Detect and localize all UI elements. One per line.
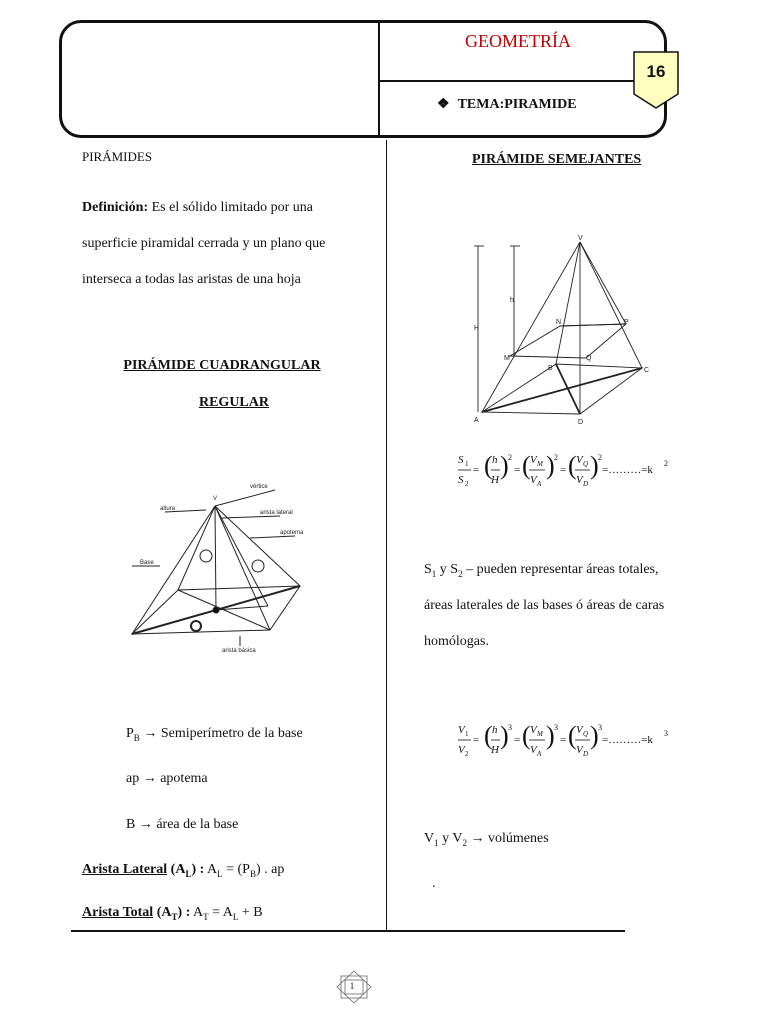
svg-text:): ) [590, 721, 599, 750]
diamond-bullet-icon: ❖ [437, 97, 450, 112]
figure-label: Q [586, 355, 592, 362]
similar-pyramids-figure [468, 232, 668, 428]
column-divider [386, 140, 387, 932]
bottom-rule [71, 930, 625, 932]
svg-text:M: M [537, 730, 543, 738]
figure-label: M [504, 355, 510, 362]
svg-text:V: V [530, 744, 537, 756]
svg-text:=………=k: =………=k [602, 734, 653, 746]
svg-text:D: D [583, 750, 589, 758]
svg-text:(: ( [522, 451, 531, 480]
figure-label: B [548, 365, 553, 372]
svg-text:(: ( [522, 721, 531, 750]
svg-text:(: ( [568, 451, 577, 480]
paragraph-line: $S_1$ y $S_2$ – pueden representar áreas totales, [424, 562, 659, 579]
svg-text:1: 1 [465, 460, 469, 468]
svg-text:V: V [576, 744, 583, 756]
svg-text:): ) [546, 451, 555, 480]
figure-label: arista lateral [260, 510, 293, 516]
figure-label: altura [160, 506, 176, 512]
page-badge-number: 16 [646, 62, 666, 81]
svg-text:V: V [458, 744, 465, 756]
svg-text:): ) [546, 721, 555, 750]
section-title: PIRÁMIDES [82, 149, 153, 164]
svg-text:2: 2 [664, 459, 668, 468]
figure-label: arista básica [222, 648, 256, 654]
svg-text:=………=k: =………=k [602, 464, 653, 476]
figure-label: H [474, 325, 480, 332]
svg-text:A: A [537, 750, 542, 758]
svg-text:V: V [530, 454, 537, 466]
svg-text:): ) [500, 721, 509, 750]
figure-label: D [578, 419, 584, 426]
svg-text:V: V [458, 724, 465, 736]
figure-label: P [624, 319, 629, 326]
svg-text:S: S [458, 474, 464, 486]
svg-text:A: A [537, 480, 542, 488]
svg-text:): ) [590, 451, 599, 480]
definition-item: B → área de la base [126, 817, 239, 832]
figure-label: A [474, 417, 479, 424]
header-divider [380, 80, 664, 82]
svg-text:2: 2 [465, 480, 469, 488]
figure-label: N [556, 319, 562, 326]
svg-text:=: = [560, 734, 567, 746]
svg-text:V: V [576, 724, 583, 736]
volume-ratio-formula [456, 716, 676, 764]
svg-text:=: = [473, 734, 480, 746]
right-title: PIRÁMIDE SEMEJANTES [472, 152, 642, 167]
subtitle: PIRÁMIDE CUADRANGULAR [123, 358, 321, 373]
svg-text:3: 3 [508, 723, 512, 732]
svg-text:): ) [500, 451, 509, 480]
svg-text:H: H [491, 474, 499, 486]
svg-text:V: V [530, 474, 537, 486]
svg-text:1: 1 [465, 730, 469, 738]
paragraph-line: áreas laterales de las bases ó áreas de caras [424, 598, 665, 613]
svg-text:3: 3 [554, 723, 558, 732]
svg-text:Q: Q [583, 730, 589, 738]
paragraph-line: homólogas. [424, 634, 489, 649]
svg-text:Q: Q [583, 460, 589, 468]
svg-text:V: V [530, 724, 537, 736]
figure-label: V [213, 496, 218, 502]
figure-label: C [644, 367, 650, 374]
svg-text:=: = [514, 734, 521, 746]
definition-item: ap → apotema [126, 771, 208, 786]
svg-text:H: H [491, 744, 499, 756]
figure-label: apotema [280, 530, 304, 536]
svg-text:(: ( [568, 721, 577, 750]
svg-text:=: = [473, 464, 480, 476]
svg-text:M: M [537, 460, 543, 468]
svg-text:2: 2 [554, 453, 558, 462]
definition-line: Definición: Es el sólido limitado por una [82, 200, 313, 215]
topic-title: ❖ TEMA:PIRAMIDE [437, 97, 577, 112]
svg-text:=: = [514, 464, 521, 476]
svg-text:V: V [576, 474, 583, 486]
subject-title: GEOMETRÍA [465, 31, 571, 51]
volumes-note: $V_1$ y $V_2$ → volúmenes [424, 831, 549, 848]
stray-dot: . [432, 876, 436, 891]
figure-label: Base [140, 560, 154, 566]
figure-label: vértice [250, 484, 268, 490]
svg-text:3: 3 [598, 723, 602, 732]
svg-text:h: h [492, 724, 498, 736]
area-ratio-formula [456, 446, 676, 494]
definition-item: $P_B$ → Semiperímetro de la base [126, 726, 303, 743]
page-number: 1 [349, 981, 355, 991]
svg-text:S: S [458, 454, 464, 466]
definition-line: superficie piramidal cerrada y un plano que [82, 236, 326, 251]
definition-line: interseca a todas las aristas de una hoja [82, 272, 301, 287]
figure-label: h [510, 297, 514, 304]
svg-text:2: 2 [598, 453, 602, 462]
svg-text:=: = [560, 464, 567, 476]
svg-text:2: 2 [465, 750, 469, 758]
svg-text:(: ( [484, 451, 493, 480]
svg-text:(: ( [484, 721, 493, 750]
figure-label: V [578, 235, 583, 242]
lateral-formula: Arista Lateral $(A_L)$ : $A_L = (P_B)$ . ap [82, 862, 285, 879]
subtitle: REGULAR [198, 395, 269, 410]
total-formula: Arista Total $(A_T)$ : $A_T = A_L + B$ [82, 905, 263, 922]
svg-text:2: 2 [508, 453, 512, 462]
svg-text:h: h [492, 454, 498, 466]
svg-text:D: D [583, 480, 589, 488]
svg-text:3: 3 [664, 729, 668, 738]
square-pyramid-figure [120, 478, 315, 658]
svg-text:V: V [576, 454, 583, 466]
